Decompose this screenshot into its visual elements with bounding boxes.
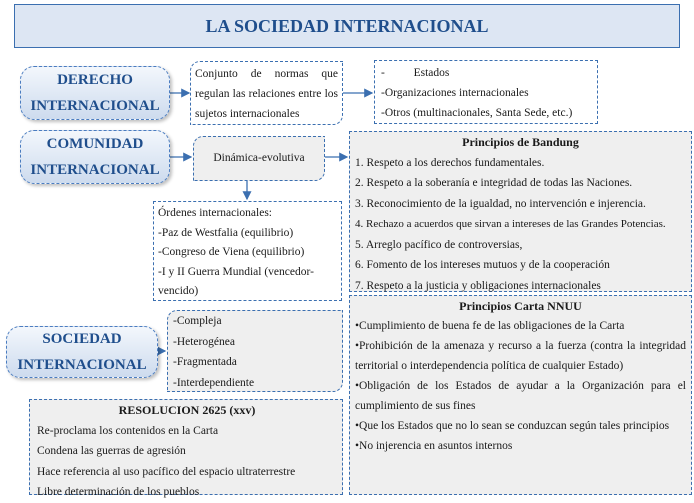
resolucion-box [29,399,343,498]
trait-item: -Fragmentada [173,356,237,368]
sociedad-label-line2: INTERNACIONAL [17,357,147,373]
subjects-box [374,60,598,124]
derecho-definition-text: Conjunto de normas que regulan las relaciones entre los sujetos internacionales [195,68,338,120]
resolucion-item: Libre determinación de los pueblos [37,486,200,498]
derecho-label-line1: DERECHO [57,72,133,88]
comunidad-nature-box [193,136,325,181]
derecho-definition-box [190,61,343,125]
order-item: -Congreso de Viena (equilibrio) [158,246,305,258]
bandung-item: 6. Fomento de los intereses mutuos y de la cooperación [355,259,610,271]
carta-item: •Obligación de los Estados de ayudar a la Organización para el cumplimiento de sus fines [355,380,686,412]
resolucion-title: RESOLUCION 2625 (xxv) [118,403,256,417]
carta-item: •No injerencia en asuntos internos [355,440,513,452]
orders-box [153,201,342,301]
bandung-item: 1. Respeto a los derechos fundamentales. [355,156,545,169]
bandung-item: 4. Rechazo a acuerdos que sirvan a intereses de las Grandes Potencias. [355,218,666,230]
resolucion-item: Hace referencia al uso pacífico del espacio ultraterrestre [37,465,296,478]
carta-title: Principios Carta NNUU [459,299,582,313]
carta-item: •Que los Estados que no lo sean se conduzcan según tales principios [355,420,670,432]
trait-item: -Heterogénea [173,335,235,348]
title-text: LA SOCIEDAD INTERNACIONAL [205,15,489,36]
derecho-internacional-node [20,66,170,120]
comunidad-label-line1: COMUNIDAD [46,136,144,152]
bandung-item: 3. Reconocimiento de la igualdad, no intervención e injerencia. [355,197,646,210]
subject-item: -Organizaciones internacionales [381,87,529,99]
carta-item: •Prohibición de la amenaza y recurso a la fuerza (contra la integridad territorial o interdependencia política de cualquier Estado) [355,340,686,372]
bandung-title: Principios de Bandung [462,135,579,149]
carta-principles-box [349,295,692,495]
orders-title: Órdenes internacionales: [158,207,272,219]
comunidad-nature-text: Dinámica-evolutiva [213,152,305,165]
trait-item: -Compleja [173,315,222,327]
sociedad-label-line1: SOCIEDAD [42,331,122,347]
carta-item: •Cumplimiento de buena fe de las obligaciones de la Carta [355,320,625,332]
subject-item: - Estados [381,67,450,79]
order-item: -Paz de Westfalia (equilibrio) [158,226,294,239]
bandung-item: 7. Respeto a la justicia y obligaciones internacionales [355,279,601,292]
bandung-principles-box [349,131,692,292]
resolucion-item: Condena las guerras de agresión [37,445,186,457]
comunidad-label-line2: INTERNACIONAL [30,162,160,178]
resolucion-item: Re-proclama los contenidos en la Carta [37,424,219,437]
comunidad-internacional-node [20,130,170,184]
bandung-item: 2. Respeto a la soberanía e integridad de todas las Naciones. [355,177,633,189]
trait-item: -Interdependiente [173,376,255,389]
subject-item: -Otros (multinacionales, Santa Sede, etc.) [381,107,573,119]
order-item: -I y II Guerra Mundial (vencedor-vencido) [158,265,314,297]
sociedad-internacional-node [6,326,158,378]
sociedad-traits-box [167,310,343,392]
derecho-label-line2: INTERNACIONAL [30,98,160,114]
bandung-item: 5. Arreglo pacífico de controversias, [355,238,523,251]
